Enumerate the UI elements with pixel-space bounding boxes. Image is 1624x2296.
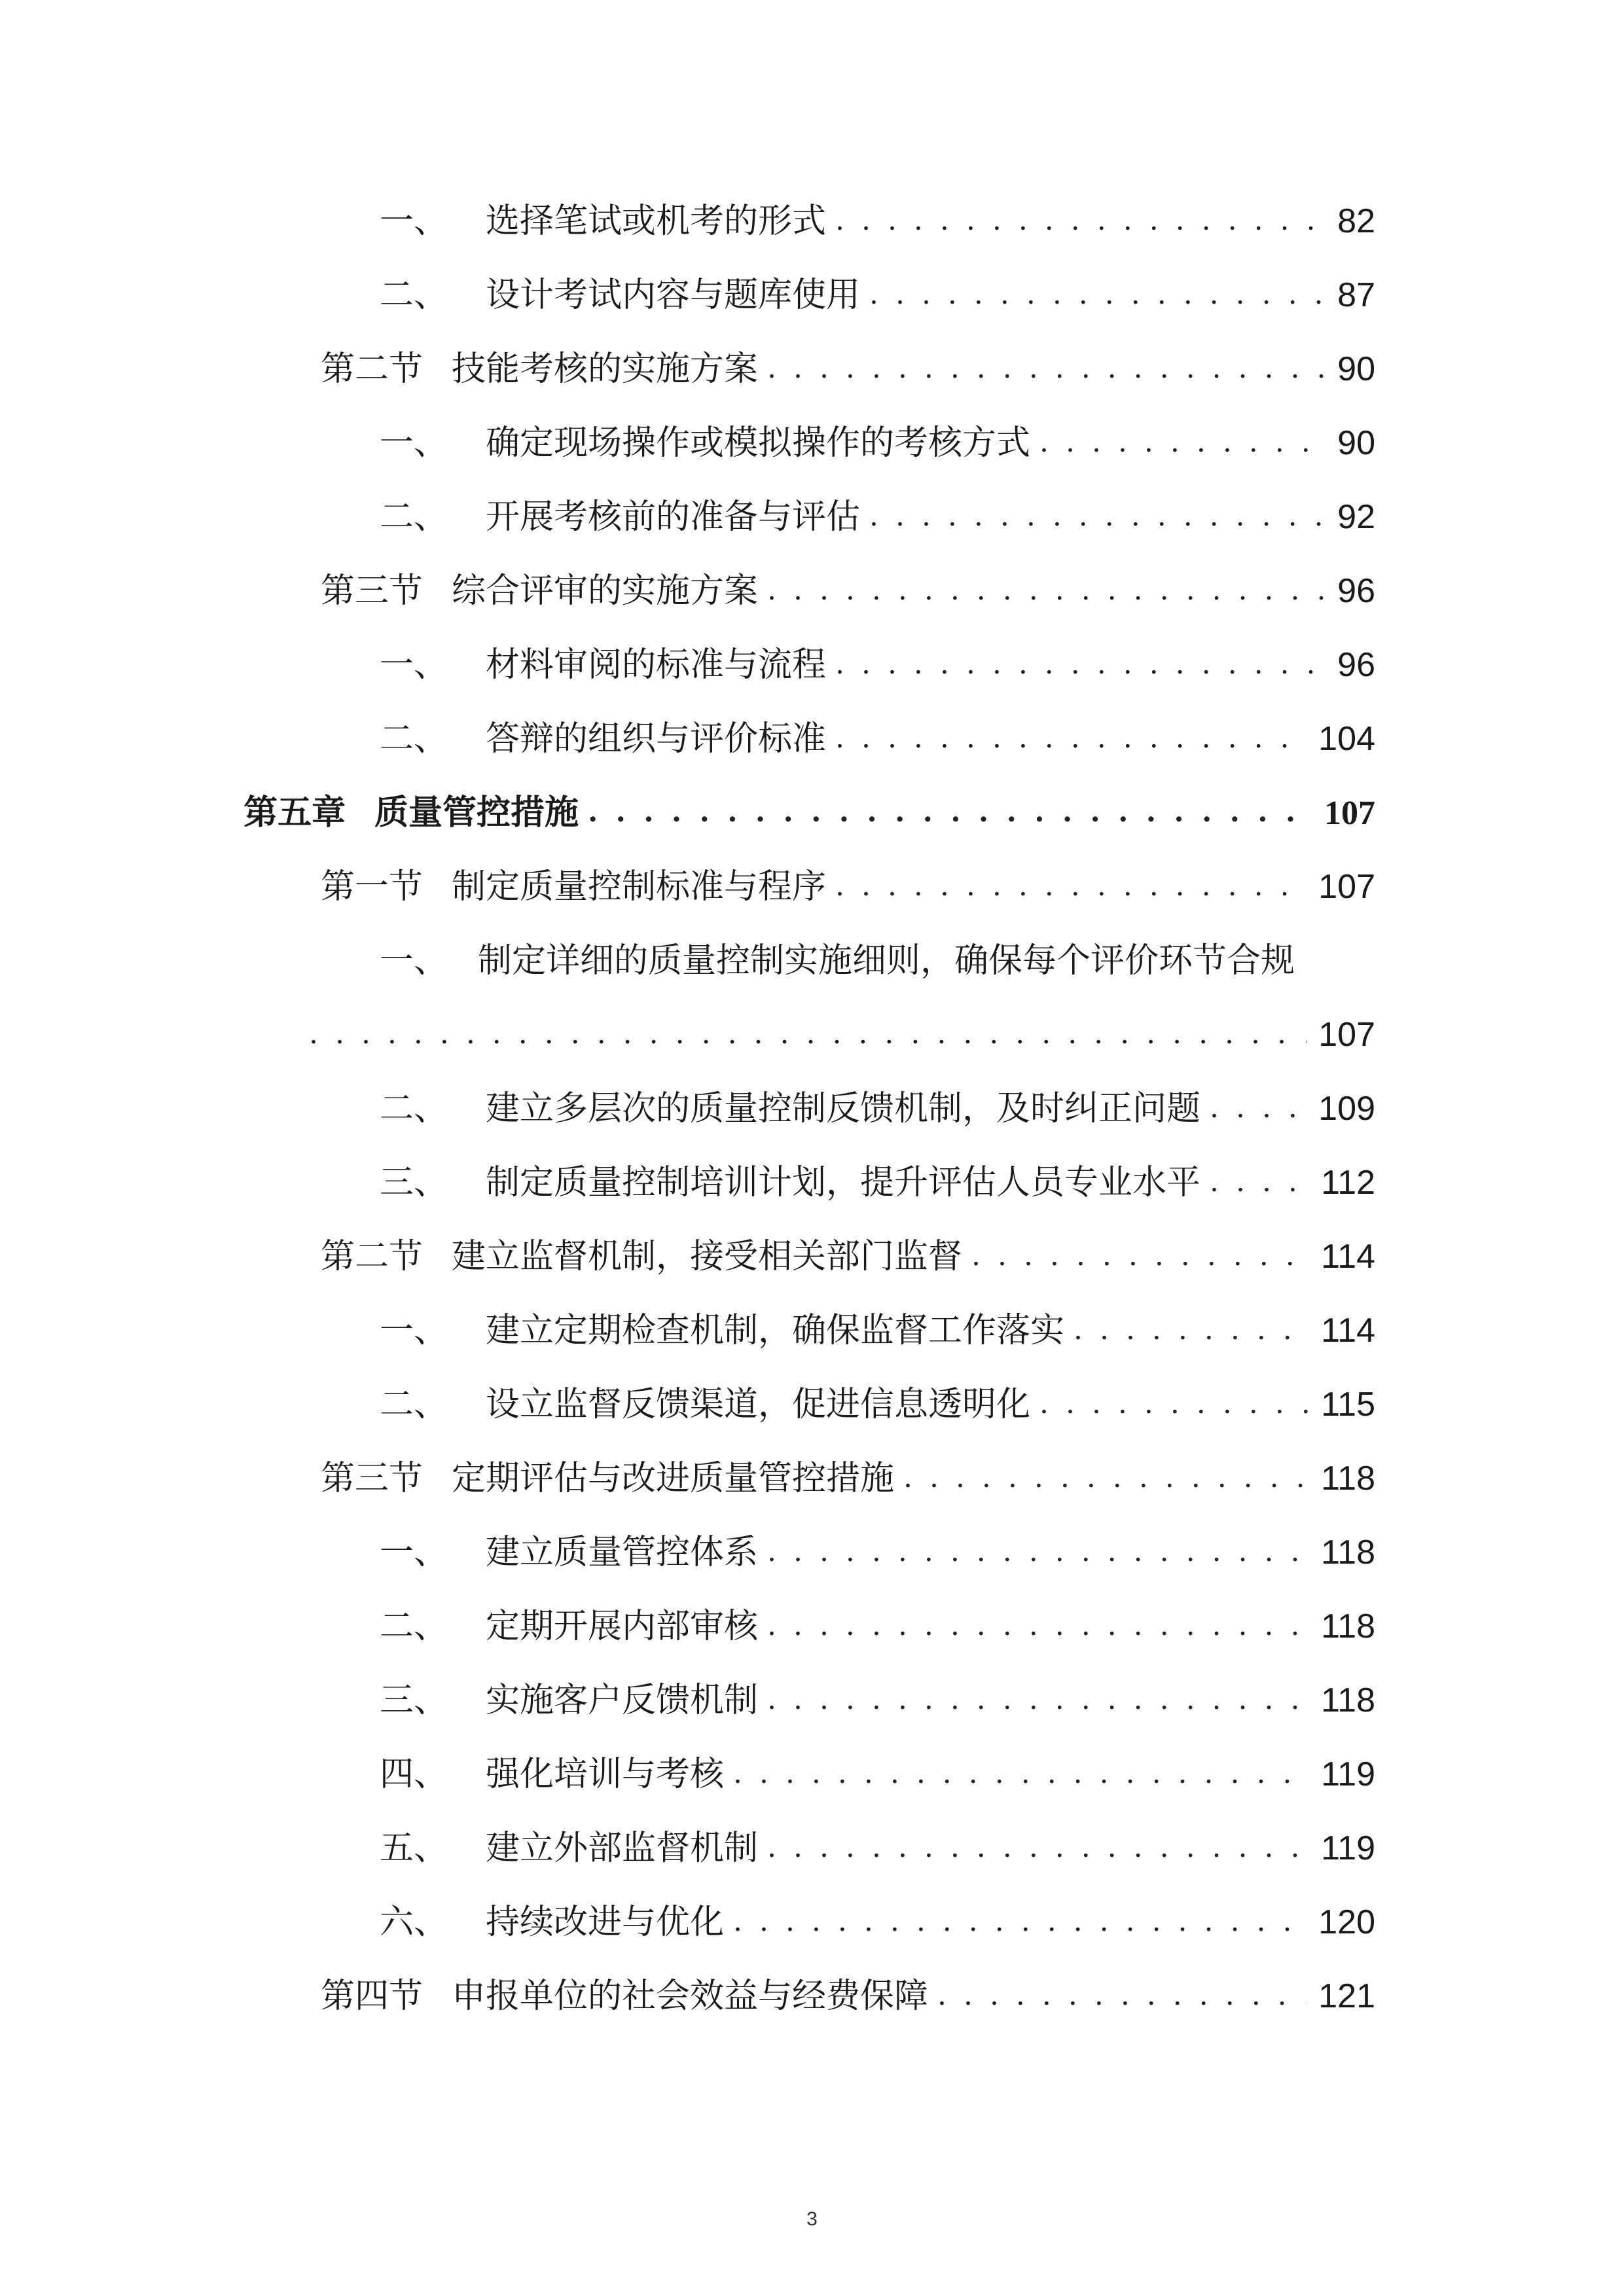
toc-entry[interactable] [321,1459,1375,1498]
toc-entry-page: 92 [1337,498,1375,536]
toc-entry-number: 六、 [380,1903,448,1942]
toc-entry[interactable] [380,276,1375,315]
toc-entry-wrapped[interactable] [380,941,1295,980]
toc-entry-number: 一、 [380,423,448,463]
dot-leader [1210,1089,1307,1123]
toc-entry[interactable] [321,350,1375,389]
toc-entry[interactable] [380,1607,1375,1646]
toc-entry[interactable] [380,1163,1375,1202]
toc-entry-page: 104 [1318,720,1375,758]
toc-entry-page: 118 [1321,1534,1375,1571]
toc-entry-title: 申报单位的社会效益与经费保障 [452,1977,929,2016]
toc-entry-title: 制定详细的质量控制实施细则，确保每个评价环节合规 [478,941,1295,980]
toc-entry[interactable] [321,571,1375,611]
dot-leader [971,1237,1309,1271]
toc-entry-title: 制定质量控制标准与程序 [452,867,827,906]
toc-entry-number: 第五章 [244,793,346,833]
toc-entry-title: 建立外部监督机制 [486,1829,759,1868]
toc-entry-number: 五、 [380,1829,448,1868]
toc-entry[interactable] [380,719,1375,759]
toc-entry[interactable] [380,1089,1375,1128]
toc-entry-page: 90 [1337,350,1375,388]
toc-entry-number: 二、 [380,719,448,759]
toc-entry-number: 二、 [380,1089,448,1128]
toc-entry-title: 制定质量控制培训计划，提升评估人员专业水平 [486,1163,1201,1202]
dot-leader [767,350,1326,384]
toc-entry-title: 答辩的组织与评价标准 [486,719,827,759]
toc-entry-page: 90 [1337,424,1375,462]
toc-entry-page: 96 [1337,646,1375,684]
toc-entry-page: 112 [1321,1164,1375,1202]
toc-entry-continuation[interactable] [309,1018,1375,1052]
dot-leader [835,719,1307,753]
toc-entry-page: 118 [1321,1607,1375,1645]
toc-entry[interactable] [380,1755,1375,1794]
toc-entry-number: 一、 [380,202,448,241]
dot-leader [1210,1163,1309,1197]
toc-entry-title: 选择笔试或机考的形式 [486,202,827,241]
toc-entry-title: 持续改进与优化 [486,1903,725,1942]
toc-entry-title: 设计考试内容与题库使用 [486,276,861,315]
dot-leader [588,793,1312,827]
toc-entry-title: 强化培训与考核 [486,1755,725,1794]
toc-entry-title: 实施客户反馈机制 [486,1681,759,1720]
dot-leader [835,645,1326,679]
dot-leader [767,1829,1309,1863]
toc-entry-page: 119 [1321,1755,1375,1793]
toc-entry-title: 开展考核前的准备与评估 [486,497,861,537]
toc-entry-title: 设立监督反馈渠道，促进信息透明化 [486,1385,1031,1424]
toc-entry-page: 118 [1321,1460,1375,1498]
toc-entry-number: 第四节 [321,1977,424,2016]
toc-entry-page: 107 [1324,795,1375,832]
toc-entry-page: 118 [1321,1681,1375,1719]
toc-entry-number: 四、 [380,1755,448,1794]
toc-entry-page: 87 [1337,276,1375,314]
dot-leader [835,867,1307,901]
toc-entry-title: 建立质量管控体系 [486,1533,759,1572]
toc-entry-title: 建立定期检查机制，确保监督工作落实 [486,1311,1065,1350]
toc-entry-page: 107 [1318,868,1375,906]
toc-entry-page: 107 [1318,1016,1375,1054]
toc-entry-title: 确定现场操作或模拟操作的考核方式 [486,423,1031,463]
toc-entry-title: 定期评估与改进质量管控措施 [452,1459,895,1498]
toc-entry-number: 第一节 [321,867,424,906]
dot-leader [733,1903,1307,1937]
toc-entry-number: 三、 [380,1681,448,1720]
dot-leader [869,497,1326,531]
toc-entry-number: 二、 [380,1385,448,1424]
toc-entry-page: 114 [1321,1238,1375,1276]
toc-entry[interactable] [380,1829,1375,1868]
toc-entry-number: 第二节 [321,350,424,389]
toc-entry-title: 质量管控措施 [374,793,579,833]
toc-entry-number: 一、 [380,941,448,980]
toc-entry-page: 96 [1337,572,1375,610]
toc-entry-title: 建立多层次的质量控制反馈机制，及时纠正问题 [486,1089,1201,1128]
toc-entry-number: 二、 [380,497,448,537]
toc-entry-number: 二、 [380,276,448,315]
toc-entry-number: 第三节 [321,1459,424,1498]
toc-entry[interactable] [380,202,1375,241]
toc-entry-number: 一、 [380,1533,448,1572]
toc-entry[interactable] [380,423,1375,463]
toc-entry[interactable] [380,1681,1375,1720]
toc-entry-number: 三、 [380,1163,448,1202]
toc-entry[interactable] [380,1385,1375,1424]
dot-leader [1039,423,1326,457]
dot-leader [937,1977,1307,2011]
dot-leader [767,1533,1309,1567]
toc-entry-page: 109 [1318,1090,1375,1128]
toc-entry-title: 技能考核的实施方案 [452,350,759,389]
page-number: 3 [806,2208,818,2230]
toc-entry-title: 材料审阅的标准与流程 [486,645,827,685]
toc-entry[interactable] [321,1977,1375,2016]
dot-leader [767,571,1326,605]
toc-entry-number: 二、 [380,1607,448,1646]
toc-entry-number: 第三节 [321,571,424,611]
toc-entry-page: 120 [1318,1903,1375,1941]
toc-entry-number: 一、 [380,645,448,685]
toc-entry[interactable] [380,1903,1375,1942]
dot-leader [309,1015,1307,1049]
toc-entry[interactable] [380,1535,1375,1570]
toc-entry-number: 第二节 [321,1237,424,1276]
toc-entry[interactable] [380,497,1375,537]
toc-entry-number: 一、 [380,1311,448,1350]
dot-leader [1074,1311,1309,1345]
toc-entry-title: 定期开展内部审核 [486,1607,759,1646]
dot-leader [835,202,1326,236]
dot-leader [767,1681,1309,1715]
toc-entry[interactable] [321,867,1375,906]
dot-leader [1039,1385,1309,1419]
toc-entry[interactable] [321,1237,1375,1276]
toc-entry-page: 121 [1318,1977,1375,2015]
toc-entry[interactable] [380,1311,1375,1350]
toc-entry[interactable] [380,645,1375,685]
toc-entry-title: 综合评审的实施方案 [452,571,759,611]
toc-entry-page: 114 [1321,1312,1375,1350]
toc-entry-page: 115 [1321,1386,1375,1424]
dot-leader [869,276,1326,310]
dot-leader [767,1607,1309,1641]
dot-leader [733,1755,1309,1789]
toc-entry-page: 82 [1337,202,1375,240]
toc-chapter-entry[interactable] [244,793,1375,833]
dot-leader [903,1459,1309,1493]
toc-entry-title: 建立监督机制，接受相关部门监督 [452,1237,963,1276]
toc-entry-page: 119 [1321,1829,1375,1867]
